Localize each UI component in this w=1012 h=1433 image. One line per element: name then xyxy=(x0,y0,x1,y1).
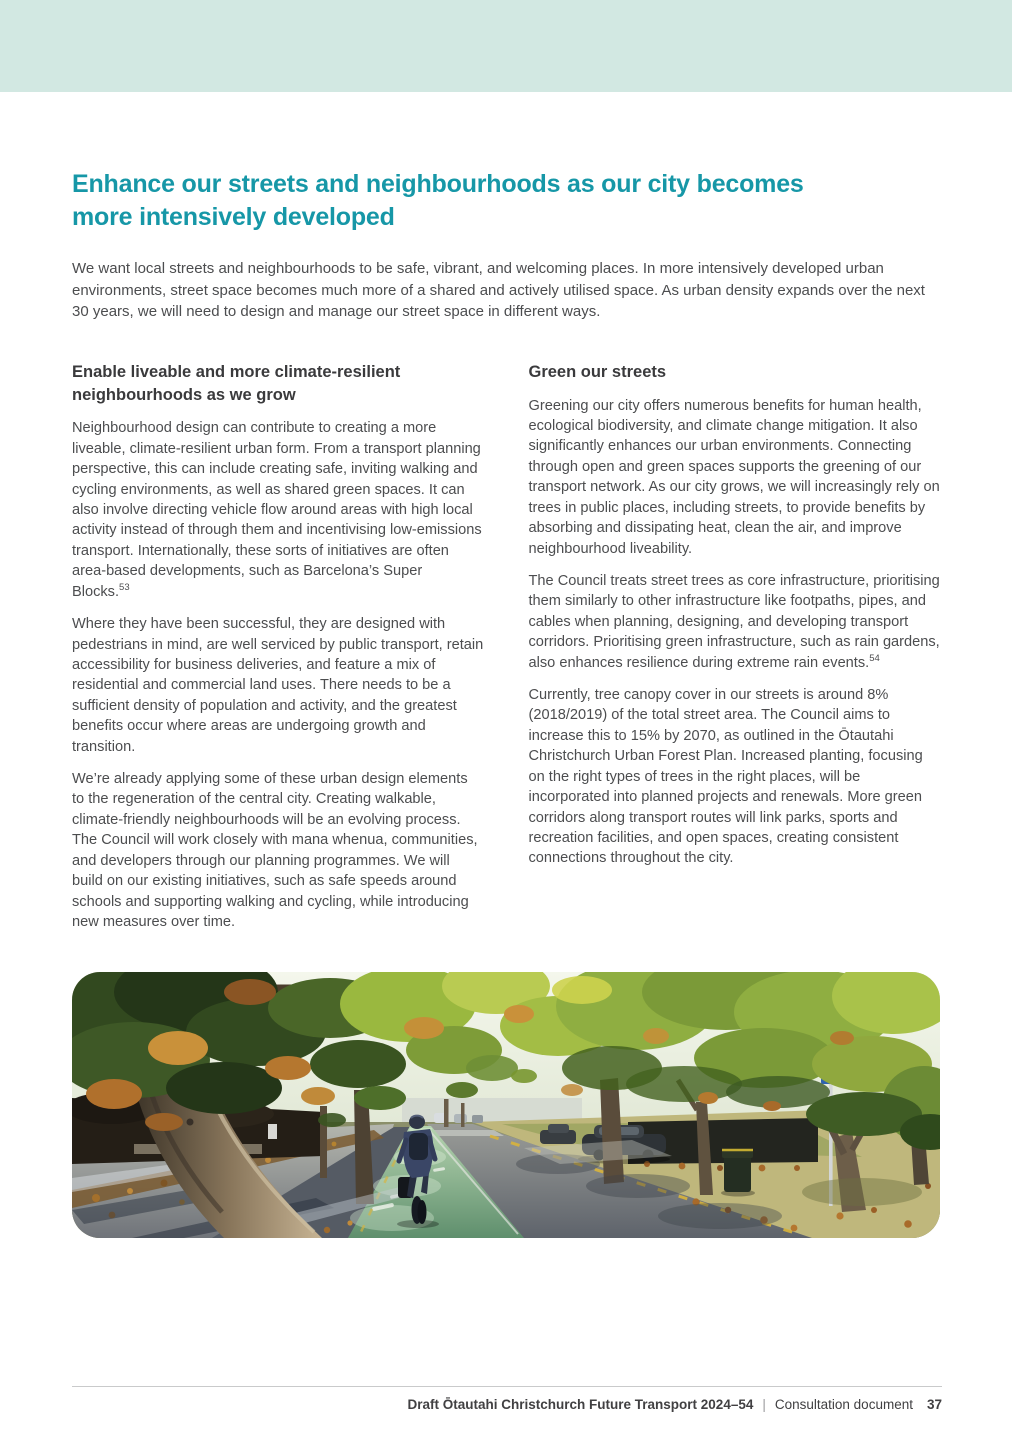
intro-paragraph: We want local streets and neighbourhoods to be safe, vibrant, and welcoming places. In more intensively developed urban environments, street space becomes much more of a shared and actively utilised space. As urban density expands over the next 30 years, we will need to design and manage our street space in different ways. xyxy=(72,260,925,321)
right-column-heading: Green our streets xyxy=(528,362,667,381)
letterbox xyxy=(268,1124,277,1139)
paragraph-text: The Council treats street trees as core infrastructure, prioritising them similarly to other infrastructure like footpaths, pipes, and cables when planning, designing, and developing transport corridors. Prioritising green infrastructure, such as rain gardens, also enhances resilience during extreme rain events. xyxy=(528,572,940,671)
left-paragraph-2 xyxy=(72,614,484,757)
right-paragraph-3 xyxy=(529,685,941,869)
page-number: 37 xyxy=(926,1397,942,1412)
two-column-body xyxy=(72,361,940,945)
street-photo xyxy=(72,972,940,1238)
page-content xyxy=(0,168,1012,1238)
street-photo-illustration xyxy=(72,972,940,1238)
paragraph-text: Currently, tree canopy cover in our streets is around 8% (2018/2019) of the total street area. The Council aims to increase this to 15% by 2070, as outlined in the Ōtautahi Christchurch Urban Forest Plan. Increased planting, focusing on the right types of trees in the right places, will be incorporated into planned projects and renewals. More green corridors along transport routes will link parks, sports and recreation facilities, and open spaces, creating consistent connections throughout the city. xyxy=(528,687,923,867)
page-footer xyxy=(72,1386,942,1412)
footer-separator: | xyxy=(762,1397,766,1412)
footer-doc-type: Consultation document xyxy=(774,1397,913,1412)
left-paragraph-1 xyxy=(72,418,484,602)
paragraph-text: Neighbourhood design can contribute to creating a more liveable, climate-resilient urban form. From a transport planning perspective, this can include creating safe, inviting walking and cycling environments, as well as shared green spaces. It can also involve directing vehicle flow around areas with high local activity instead of through them and incentivising low-emissions transport. Internationally, these sorts of initiatives are often area-based developments, such as Barcelona’s Super Blocks. xyxy=(72,420,482,600)
left-paragraph-3 xyxy=(72,769,484,932)
page-title: Enhance our streets and neighbourhoods as our city becomes more intensively developed xyxy=(72,170,804,231)
right-column xyxy=(529,361,941,945)
footer-doc-title: Draft Ōtautahi Christchurch Future Transport 2024–54 xyxy=(407,1397,754,1412)
left-column-heading: Enable liveable and more climate-resilient neighbourhoods as we grow xyxy=(72,362,401,404)
paragraph-text: We’re already applying some of these urban design elements to the regeneration of the central city. Creating walkable, climate-friendly neighbourhoods will be an evolving process. The Council will work closely with mana whenua, communities, and developers through our planning programmes. We will build on our existing initiatives, such as safe speeds around schools and supporting walking and cycling, while introducing new measures over time. xyxy=(72,771,478,931)
footnote-ref-54: 54 xyxy=(869,652,880,664)
right-paragraph-1 xyxy=(529,396,941,559)
paragraph-text: Greening our city offers numerous benefits for human health, ecological biodiversity, and climate change mitigation. It also significantly enhances our urban environments. Connecting through open and green spaces supports the greening of our transport network. As our city grows, we will increasingly rely on trees in public places, including streets, to provide benefits by absorbing and dissipating heat, clean the air, and improve neighbourhood liveability. xyxy=(528,397,940,557)
left-column xyxy=(72,361,484,945)
header-band xyxy=(0,0,1012,92)
wheelie-bin xyxy=(721,1150,755,1197)
footnote-ref-53: 53 xyxy=(119,581,130,593)
backpack xyxy=(409,1133,428,1160)
right-paragraph-2 xyxy=(529,571,941,673)
paragraph-text: Where they have been successful, they are designed with pedestrians in mind, are well serviced by public transport, retain accessibility for business deliveries, and feature a mix of residential and commercial land uses. There needs to be a sufficient density of population and activity, and the greatest benefits occur where areas are undergoing growth and transition. xyxy=(72,616,484,755)
